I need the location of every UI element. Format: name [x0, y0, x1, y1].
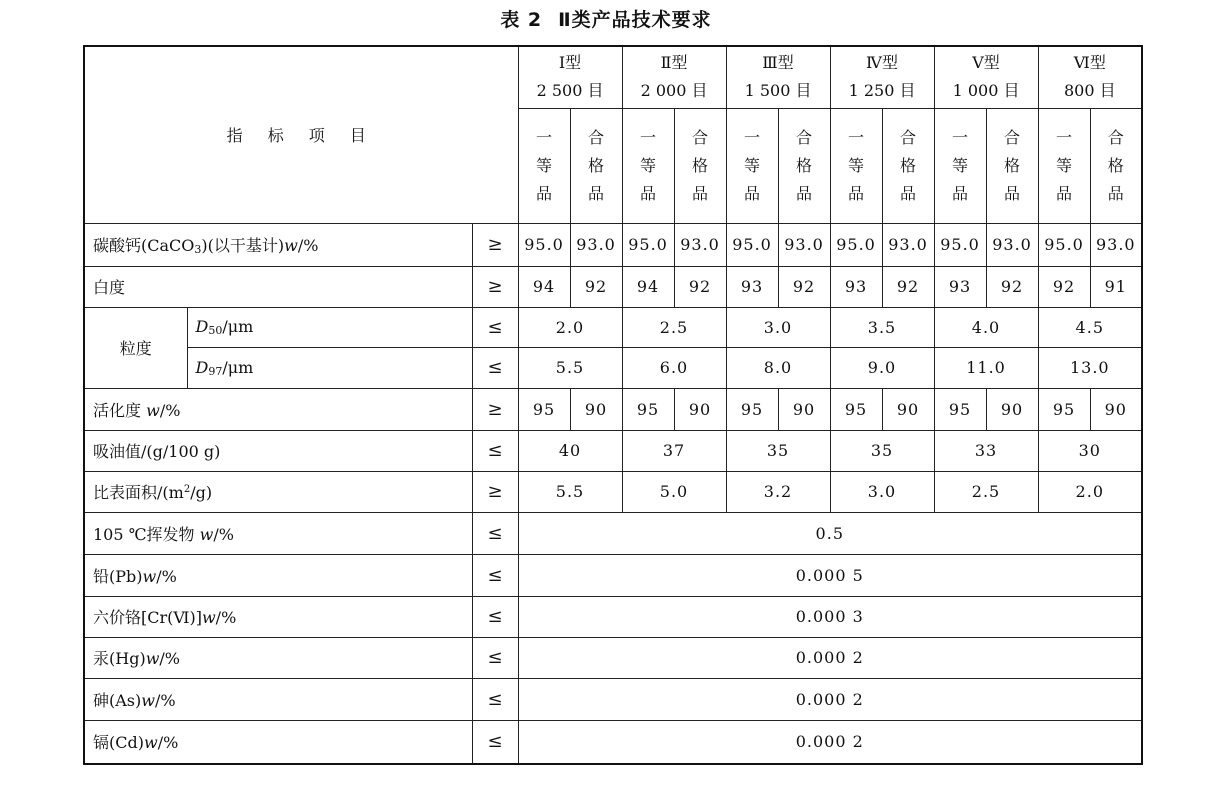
particle-size-label: 粒度 [84, 307, 187, 388]
whiteness-value: 92 [674, 266, 726, 307]
mercury-comparator: ≤ [472, 637, 518, 678]
arsenic-label: 砷(As)w/% [84, 678, 472, 720]
qualified-grade-header: 合 格 品 [570, 108, 622, 223]
activation-value: 95 [934, 388, 986, 430]
chromium-value: 0.000 3 [518, 596, 1142, 637]
oil-absorption-value: 40 [518, 430, 622, 471]
first-grade-header: 一 等 品 [830, 108, 882, 223]
oil-absorption-comparator: ≤ [472, 430, 518, 471]
table-row-volatile [84, 512, 1142, 554]
activation-value: 95 [830, 388, 882, 430]
activation-value: 90 [986, 388, 1038, 430]
d97-comparator: ≤ [472, 347, 518, 388]
surface-area-comparator: ≥ [472, 471, 518, 512]
whiteness-value: 92 [1038, 266, 1090, 307]
d97-value: 9.0 [830, 347, 934, 388]
surface-area-value: 3.0 [830, 471, 934, 512]
whiteness-value: 94 [518, 266, 570, 307]
surface-area-value: 5.0 [622, 471, 726, 512]
type-2-header: Ⅱ型 2 000 目 [622, 46, 726, 108]
qualified-grade-header: 合 格 品 [986, 108, 1038, 223]
qualified-grade-header: 合 格 品 [778, 108, 830, 223]
caco3-value: 93.0 [778, 223, 830, 266]
arsenic-value: 0.000 2 [518, 678, 1142, 720]
d50-value: 4.5 [1038, 307, 1142, 347]
activation-value: 90 [882, 388, 934, 430]
activation-value: 90 [778, 388, 830, 430]
table-row-arsenic [84, 678, 1142, 720]
table-row-mercury [84, 637, 1142, 678]
type-5-header: Ⅴ型 1 000 目 [934, 46, 1038, 108]
oil-absorption-value: 30 [1038, 430, 1142, 471]
activation-value: 95 [622, 388, 674, 430]
oil-absorption-value: 33 [934, 430, 1038, 471]
table-row-lead [84, 554, 1142, 596]
d50-value: 2.0 [518, 307, 622, 347]
d97-label: D97/μm [187, 347, 472, 388]
qualified-grade-header: 合 格 品 [1090, 108, 1142, 223]
table-row-d97 [84, 347, 1142, 388]
whiteness-value: 92 [986, 266, 1038, 307]
table-row-whiteness [84, 266, 1142, 307]
lead-comparator: ≤ [472, 554, 518, 596]
first-grade-header: 一 等 品 [1038, 108, 1090, 223]
type-1-header: Ⅰ型 2 500 目 [518, 46, 622, 108]
table-row-caco3 [84, 223, 1142, 266]
whiteness-value: 93 [726, 266, 778, 307]
activation-value: 90 [674, 388, 726, 430]
activation-value: 90 [570, 388, 622, 430]
oil-absorption-value: 35 [830, 430, 934, 471]
d50-value: 4.0 [934, 307, 1038, 347]
type-4-header: Ⅳ型 1 250 目 [830, 46, 934, 108]
d50-value: 2.5 [622, 307, 726, 347]
table-title [0, 6, 1212, 34]
header-row-types [84, 46, 1142, 108]
caco3-value: 93.0 [570, 223, 622, 266]
surface-area-value: 2.0 [1038, 471, 1142, 512]
d97-value: 8.0 [726, 347, 830, 388]
surface-area-value: 3.2 [726, 471, 830, 512]
lead-value: 0.000 5 [518, 554, 1142, 596]
cadmium-label: 镉(Cd)w/% [84, 720, 472, 764]
activation-comparator: ≥ [472, 388, 518, 430]
chromium-label: 六价铬[Cr(Ⅵ)]w/% [84, 596, 472, 637]
technical-requirements-table [83, 45, 1143, 765]
table-number: 表 2 [500, 9, 543, 31]
whiteness-value: 91 [1090, 266, 1142, 307]
d50-comparator: ≤ [472, 307, 518, 347]
oil-absorption-label: 吸油值/(g/100 g) [84, 430, 472, 471]
table-row-d50 [84, 307, 1142, 347]
activation-value: 95 [518, 388, 570, 430]
whiteness-comparator: ≥ [472, 266, 518, 307]
first-grade-header: 一 等 品 [622, 108, 674, 223]
d50-value: 3.5 [830, 307, 934, 347]
type-3-header: Ⅲ型 1 500 目 [726, 46, 830, 108]
cadmium-comparator: ≤ [472, 720, 518, 764]
table-row-chromium [84, 596, 1142, 637]
qualified-grade-header: 合 格 品 [674, 108, 726, 223]
whiteness-value: 93 [934, 266, 986, 307]
lead-label: 铅(Pb)w/% [84, 554, 472, 596]
surface-area-label: 比表面积$/(m^2/g)$ [84, 471, 472, 512]
caco3-value: 95.0 [1038, 223, 1090, 266]
cadmium-value: 0.000 2 [518, 720, 1142, 764]
caco3-value: 93.0 [1090, 223, 1142, 266]
whiteness-label: 白度 [84, 266, 472, 307]
mercury-label: 汞(Hg)w/% [84, 637, 472, 678]
arsenic-comparator: ≤ [472, 678, 518, 720]
whiteness-value: 92 [570, 266, 622, 307]
surface-area-value: 5.5 [518, 471, 622, 512]
caco3-value: 93.0 [882, 223, 934, 266]
caco3-value: 95.0 [622, 223, 674, 266]
activation-label: 活化度 w/% [84, 388, 472, 430]
first-grade-header: 一 等 品 [518, 108, 570, 223]
caco3-value: 95.0 [934, 223, 986, 266]
volatile-value: 0.5 [518, 512, 1142, 554]
activation-value: 90 [1090, 388, 1142, 430]
table-row-oil-absorption [84, 430, 1142, 471]
caco3-value: 95.0 [830, 223, 882, 266]
type-6-header: Ⅵ型 800 目 [1038, 46, 1142, 108]
whiteness-value: 92 [778, 266, 830, 307]
d97-value: 6.0 [622, 347, 726, 388]
table-row-cadmium [84, 720, 1142, 764]
d50-label: D50/μm [187, 307, 472, 347]
caco3-comparator: ≥ [472, 223, 518, 266]
table-row-activation [84, 388, 1142, 430]
volatile-comparator: ≤ [472, 512, 518, 554]
table-row-surface-area [84, 471, 1142, 512]
whiteness-value: 93 [830, 266, 882, 307]
chromium-comparator: ≤ [472, 596, 518, 637]
caco3-value: 93.0 [986, 223, 1038, 266]
activation-value: 95 [726, 388, 778, 430]
caco3-value: 93.0 [674, 223, 726, 266]
caco3-value: 95.0 [518, 223, 570, 266]
d50-value: 3.0 [726, 307, 830, 347]
volatile-label: 105 ℃挥发物 w/% [84, 512, 472, 554]
d97-value: 13.0 [1038, 347, 1142, 388]
surface-area-value: 2.5 [934, 471, 1038, 512]
caco3-value: 95.0 [726, 223, 778, 266]
first-grade-header: 一 等 品 [934, 108, 986, 223]
indicator-header: 指 标 项 目 [84, 46, 518, 223]
oil-absorption-value: 35 [726, 430, 830, 471]
activation-value: 95 [1038, 388, 1090, 430]
oil-absorption-value: 37 [622, 430, 726, 471]
caco3-label: 碳酸钙(CaCO3)(以干基计)w/% [84, 223, 472, 266]
table-caption: Ⅱ类产品技术要求 [558, 9, 712, 31]
d97-value: 5.5 [518, 347, 622, 388]
whiteness-value: 94 [622, 266, 674, 307]
mercury-value: 0.000 2 [518, 637, 1142, 678]
whiteness-value: 92 [882, 266, 934, 307]
qualified-grade-header: 合 格 品 [882, 108, 934, 223]
d97-value: 11.0 [934, 347, 1038, 388]
first-grade-header: 一 等 品 [726, 108, 778, 223]
